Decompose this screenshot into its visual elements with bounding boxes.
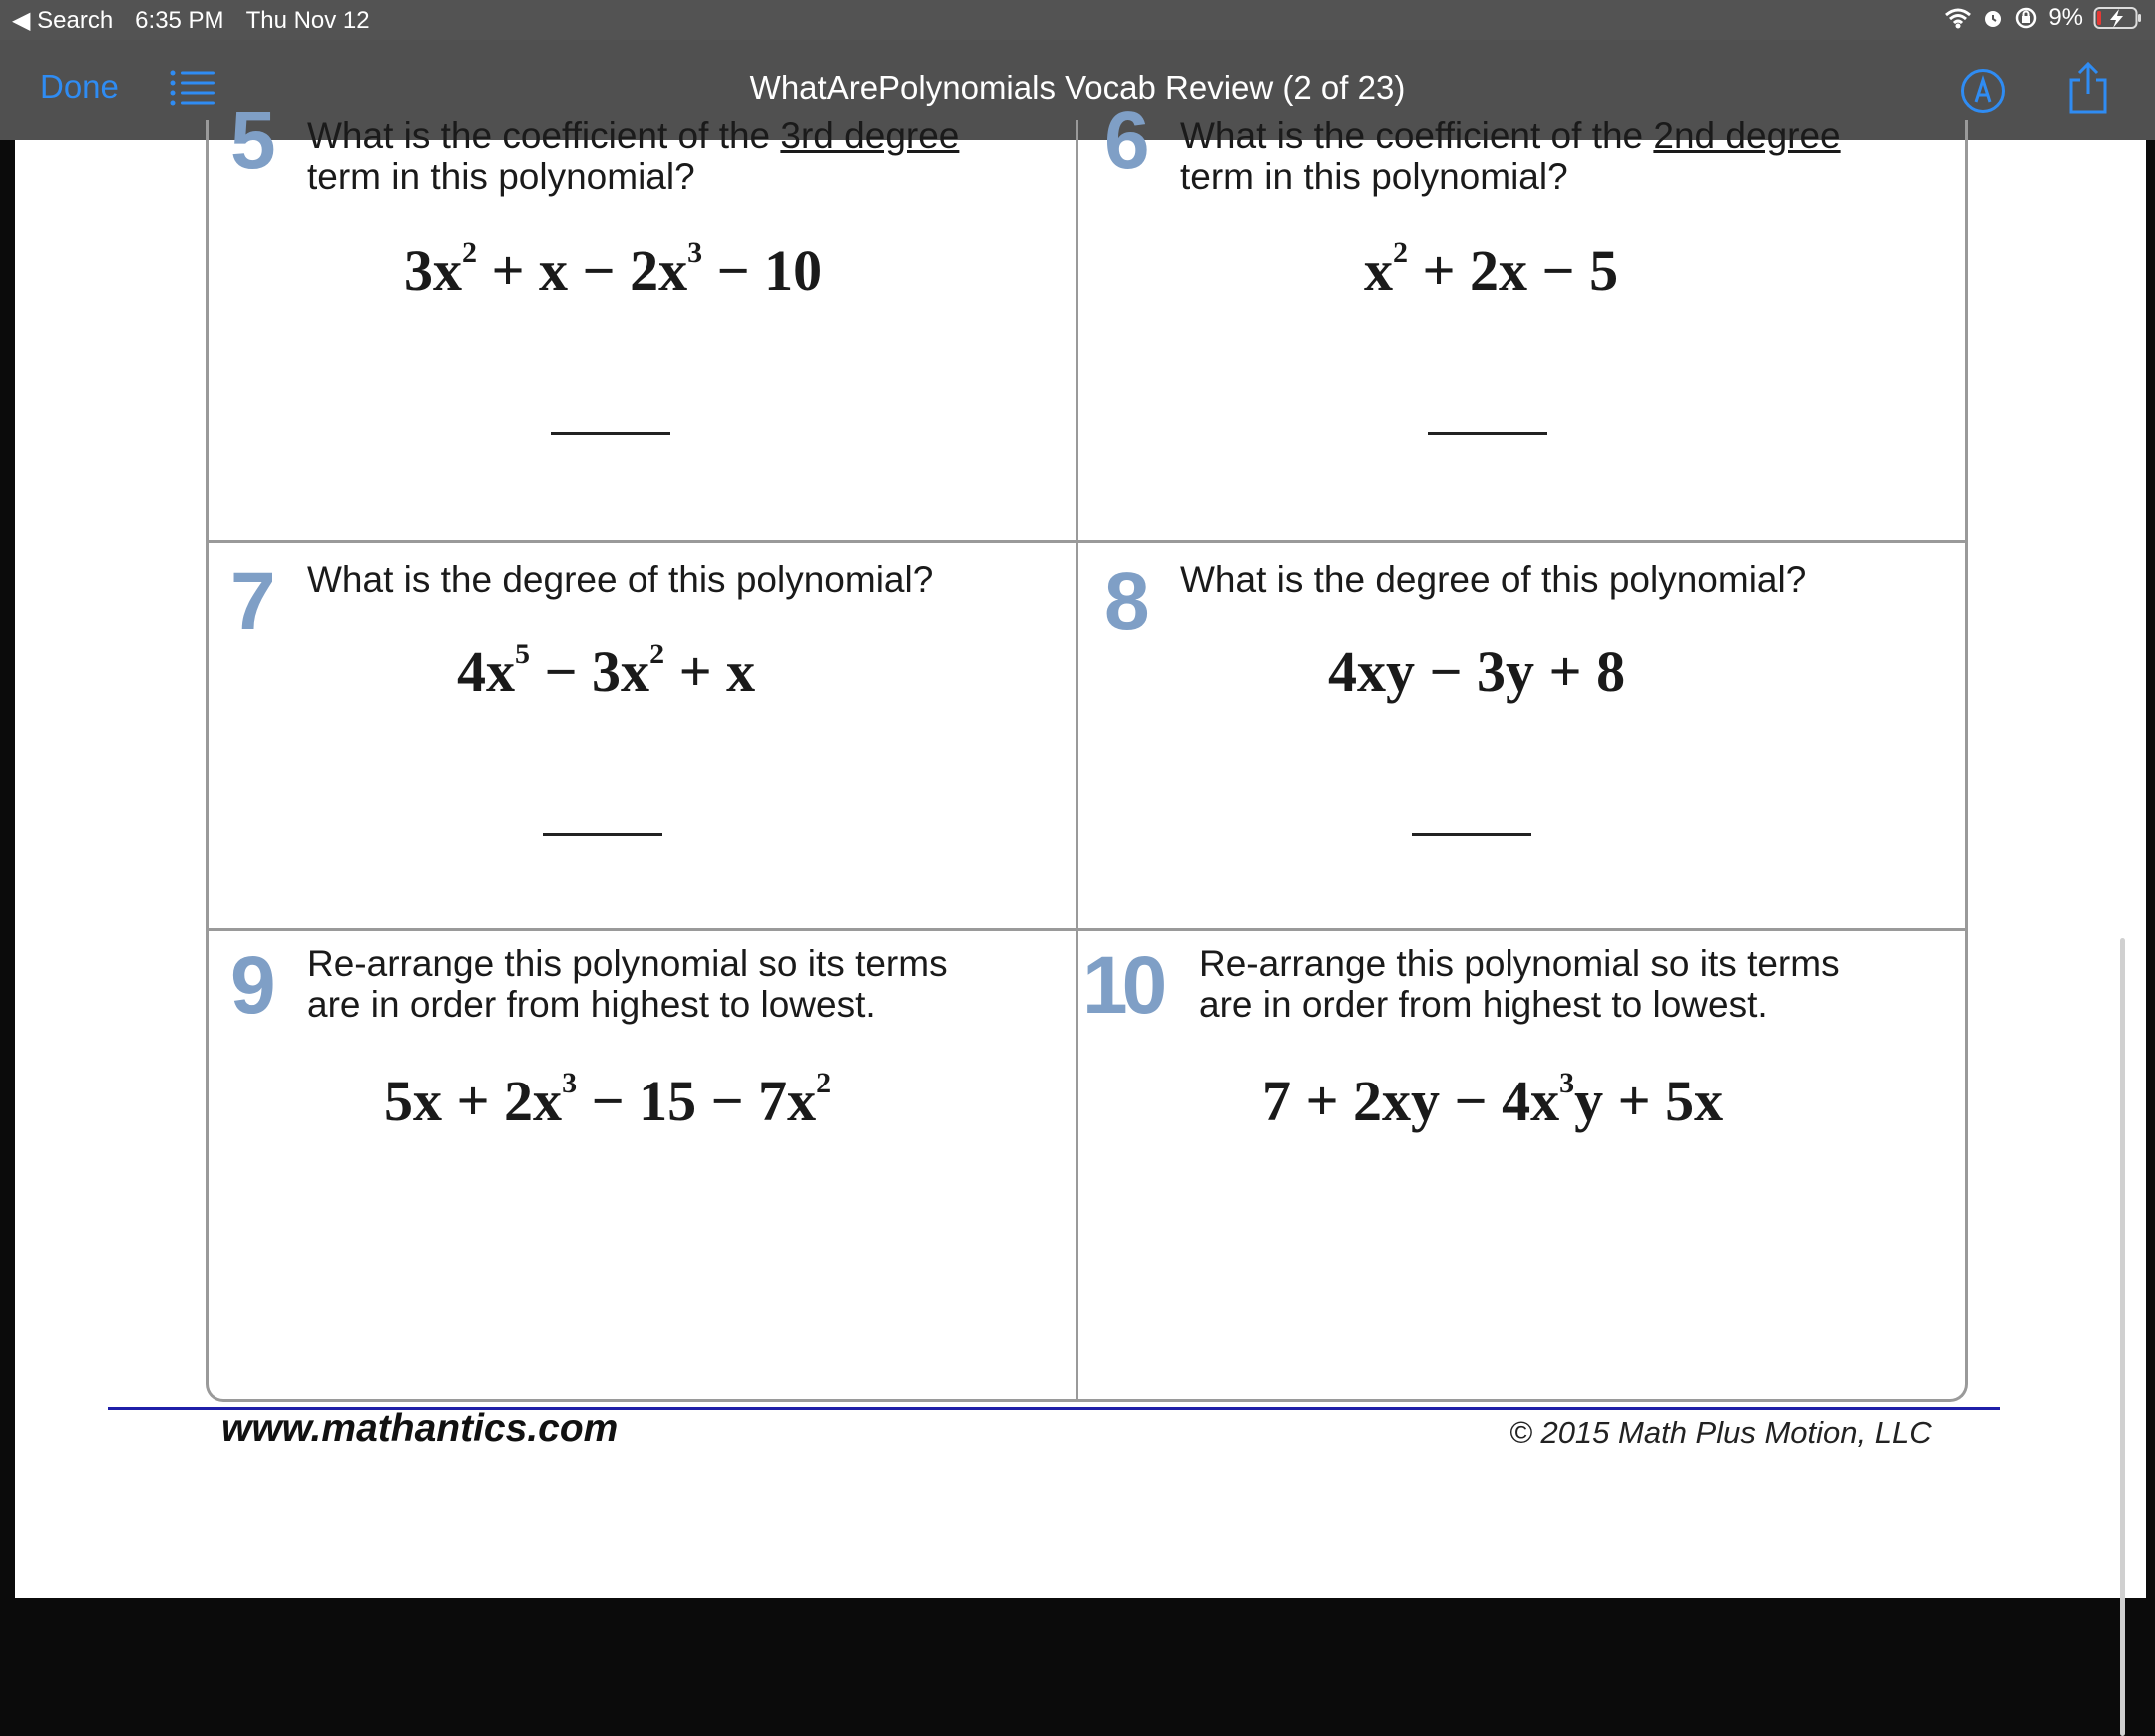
share-icon[interactable] [2067,62,2109,114]
problem-6-question-line2: term in this polynomial? [1180,156,1568,197]
problem-7-question: What is the degree of this polynomial? [307,559,934,600]
problem-5-question-line2: term in this polynomial? [307,156,695,197]
footer-website-url: www.mathantics.com [221,1407,619,1450]
problem-8-question: What is the degree of this polynomial? [1180,559,1807,600]
battery-charging-icon [2093,5,2143,31]
problem-7-answer-blank[interactable] [543,833,662,836]
problem-8-expression: 4xy − 3y + 8 [1328,640,1626,704]
problem-6-question-line1: What is the coefficient of the 2nd degree [1180,115,1841,156]
problem-9-question-line1: Re-arrange this polynomial so its terms [307,943,948,984]
problem-number-7: 7 [230,556,276,647]
problem-10-question-line1: Re-arrange this polynomial so its terms [1199,943,1840,984]
problem-5-question-line1: What is the coefficient of the 3rd degree [307,115,960,156]
wifi-icon [1944,7,1972,29]
problem-number-9: 9 [230,940,276,1031]
orientation-lock-icon [2014,6,2038,30]
problem-9-question-line2: are in order from highest to lowest. [307,984,876,1025]
underlined-degree-phrase: 3rd degree [780,115,960,156]
problem-9-expression: $5x + 2x^3 - 15 - 7x^2$ [384,1067,832,1133]
done-button[interactable]: Done [40,68,119,105]
back-to-search-link[interactable]: ◀ Search [12,7,114,34]
status-time: 6:35 PM [135,6,224,34]
document-title: WhatArePolynomials Vocab Review (2 of 23) [749,69,1406,106]
problem-5-question [307,115,1066,197]
underlined-degree-phrase: 2nd degree [1653,115,1841,156]
problem-number-6: 6 [1104,95,1150,186]
status-bar [0,0,2155,40]
problem-8-answer-blank[interactable] [1412,833,1531,836]
problem-10-question [1199,943,1957,1025]
problem-6-expression: $x^2 + 2x - 5$ [1364,236,1619,303]
problem-number-8: 8 [1104,556,1150,647]
markup-icon[interactable] [1960,68,2006,114]
problem-7-expression: $4x^5 - 3x^2 + x$ [457,638,756,704]
footer-copyright: © 2015 Math Plus Motion, LLC [1509,1415,1932,1450]
battery-percent: 9% [2048,4,2083,31]
problem-5-answer-blank[interactable] [551,432,670,435]
alarm-icon [1982,7,2004,29]
problem-number-10: 10 [1082,940,1162,1031]
problem-6-answer-blank[interactable] [1428,432,1547,435]
problem-10-expression: $7 + 2xy - 4x^3y + 5x$ [1262,1067,1724,1133]
problem-9-question [307,943,1066,1025]
vertical-scrollbar[interactable] [2120,938,2125,1736]
problem-number-5: 5 [230,95,276,186]
problem-5-expression: $3x^2 + x - 2x^3 - 10$ [404,236,823,303]
problem-6-question [1180,115,1958,197]
status-date: Thu Nov 12 [245,6,370,34]
problem-10-question-line2: are in order from highest to lowest. [1199,984,1768,1025]
document-page[interactable] [15,95,2146,1598]
